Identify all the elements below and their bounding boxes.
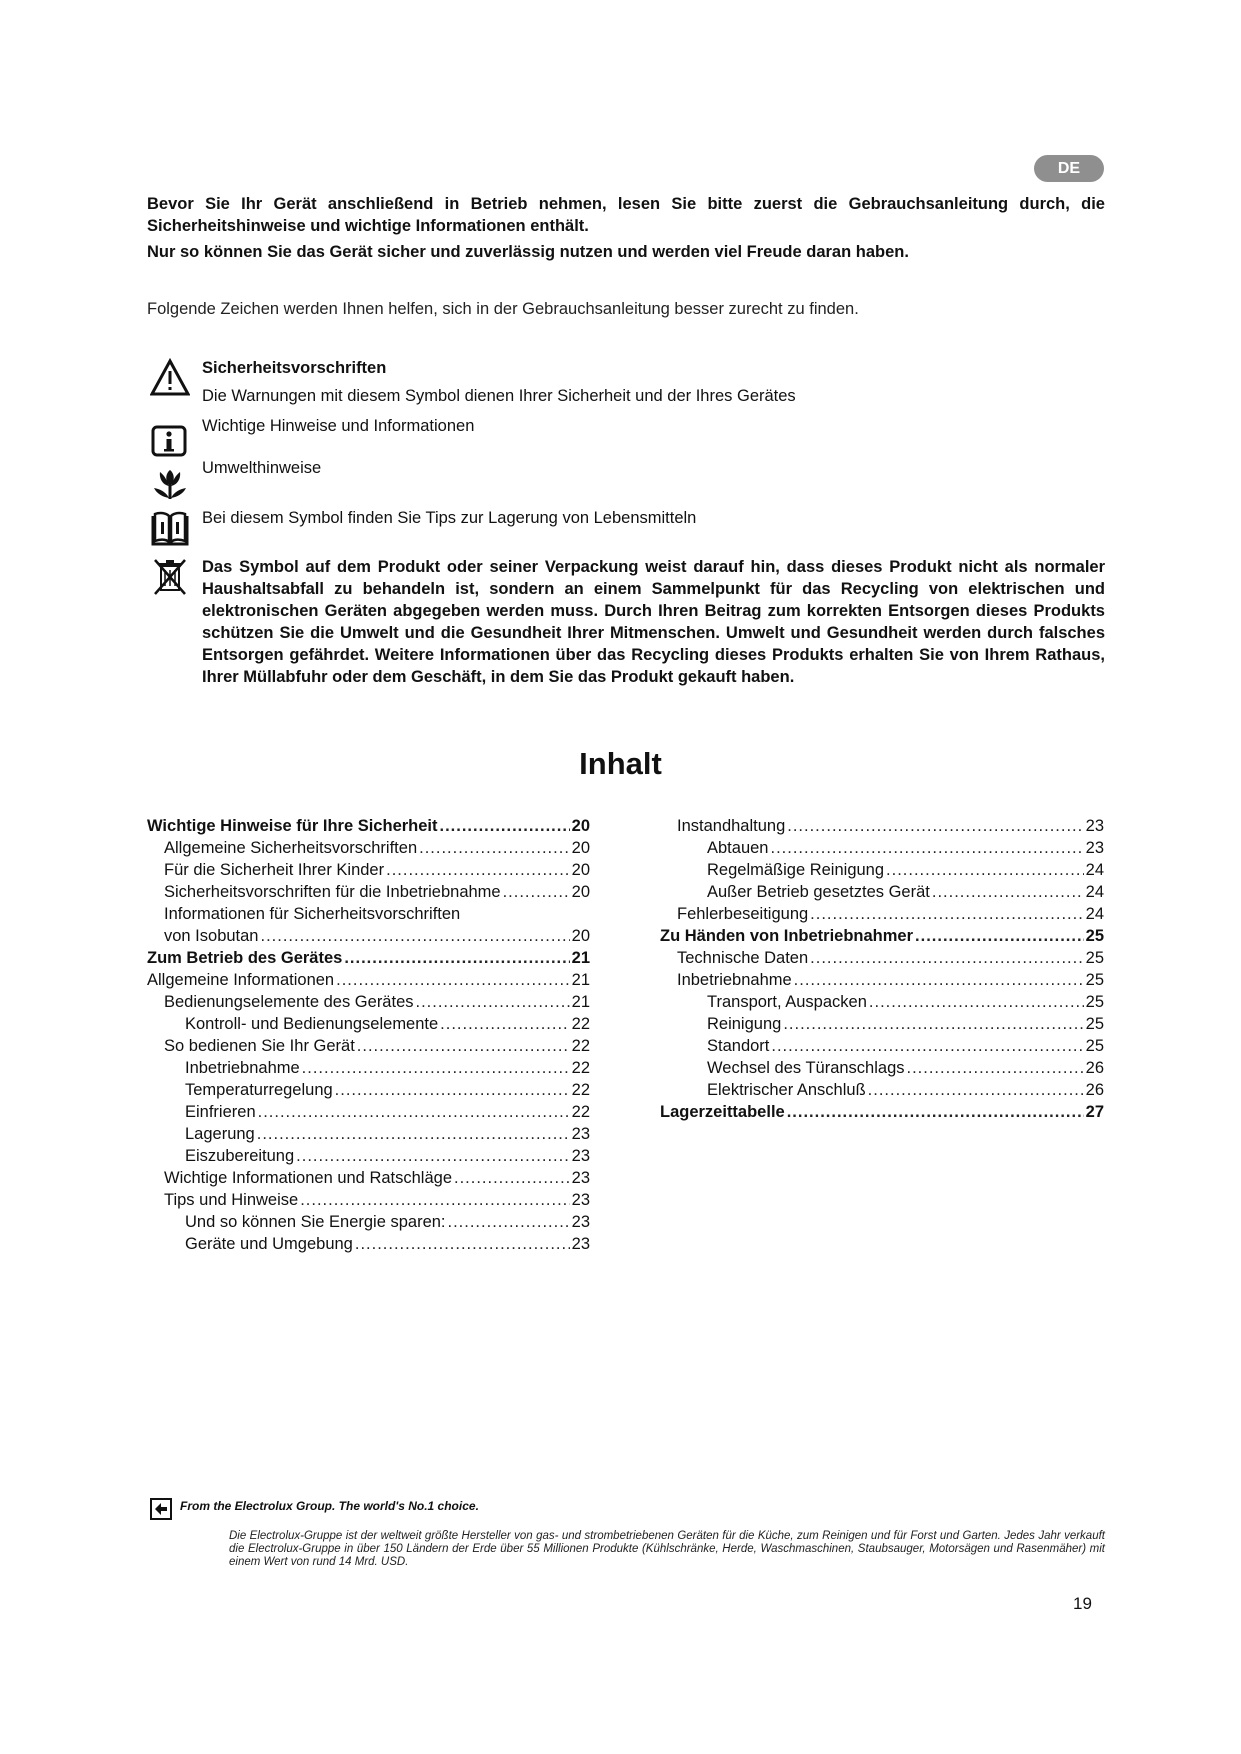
toc-entry: [147, 1101, 590, 1123]
toc-entry: [660, 1079, 1104, 1101]
toc-entry-page: 21: [571, 949, 590, 967]
toc-entry-page: 25: [1085, 927, 1104, 945]
toc-leader-dots: [932, 881, 1084, 903]
toc-leader-dots: [770, 837, 1083, 859]
toc-entry-label: Tips und Hinweise: [164, 1191, 299, 1209]
toc-leader-dots: [868, 1079, 1084, 1101]
toc-entry-page: 26: [1085, 1081, 1104, 1099]
toc-leader-dots: [257, 1123, 570, 1145]
toc-entry: [660, 1035, 1104, 1057]
toc-entry-page: 25: [1085, 1037, 1104, 1055]
toc-leader-dots: [787, 1101, 1084, 1123]
toc-entry: [660, 903, 1104, 925]
toc-leader-dots: [258, 1101, 570, 1123]
safety-text: Die Warnungen mit diesem Symbol dienen Ihrer Sicherheit und der Ihres Gerätes: [202, 387, 796, 405]
toc-leader-dots: [336, 969, 570, 991]
toc-leader-dots: [261, 925, 570, 947]
toc-right-column: [660, 815, 1104, 1123]
toc-entry-label: Und so können Sie Energie sparen:: [185, 1213, 446, 1231]
toc-leader-dots: [915, 925, 1084, 947]
language-badge: DE: [1034, 155, 1104, 182]
toc-entry-page: 24: [1085, 905, 1104, 923]
toc-entry-label: Fehlerbeseitigung: [677, 905, 809, 923]
toc-entry-label: Transport, Auspacken: [707, 993, 867, 1011]
toc-entry-page: 25: [1085, 971, 1104, 989]
toc-entry: [660, 969, 1104, 991]
toc-entry-label: Inbetriebnahme: [185, 1059, 300, 1077]
toc-leader-dots: [300, 1189, 569, 1211]
toc-leader-dots: [886, 859, 1084, 881]
flower-icon: [150, 462, 190, 502]
toc-entry-label: Zu Händen von Inbetriebnahmer: [660, 927, 914, 945]
toc-entry-label: Für die Sicherheit Ihrer Kinder: [164, 861, 385, 879]
toc-entry: [147, 947, 590, 969]
toc-entry-page: 22: [571, 1059, 590, 1077]
toc-entry-page: 23: [571, 1125, 590, 1143]
toc-entry-page: 22: [571, 1037, 590, 1055]
electrolux-logo-icon: [150, 1498, 172, 1520]
toc-entry: [147, 1167, 590, 1189]
toc-leader-dots: [810, 947, 1083, 969]
toc-entry-label: von Isobutan: [164, 927, 259, 945]
toc-leader-dots: [771, 1035, 1083, 1057]
toc-entry-page: 23: [1085, 839, 1104, 857]
toc-entry-page: 20: [571, 861, 590, 879]
toc-entry-page: 22: [571, 1015, 590, 1033]
toc-entry: [147, 969, 590, 991]
warning-triangle-icon: [150, 358, 190, 398]
toc-entry-page: 21: [571, 971, 590, 989]
toc-entry-page: 23: [571, 1235, 590, 1253]
toc-leader-dots: [335, 1079, 570, 1101]
toc-entry-label: Informationen für Sicherheitsvorschriften: [164, 905, 461, 923]
toc-entry: [660, 1057, 1104, 1079]
toc-entry-page: 20: [571, 927, 590, 945]
toc-entry: [660, 1101, 1104, 1123]
toc-entry-page: 23: [571, 1147, 590, 1165]
toc-entry: [147, 837, 590, 859]
disposal-text: Das Symbol auf dem Produkt oder seiner Verpackung weist darauf hin, dass dieses Produkt nicht als normaler Haushaltsabfall zu behandeln ist, sondern an einem Sammelpunkt für das Recycling von elektrischen und elektronischen Geräten abgegeben werden muss. Durch Ihren Beitrag zum korrekten Entsorgen dieses Produkts schützen Sie die Umwelt und die Gesundheit Ihrer Mitmenschen. Umwelt und Gesundheit werden durch falsches Entsorgen gefährdet. Weitere Informationen über das Recycling dieses Produkts erhalten Sie von Ihrem Rathaus, Ihrer Müllabfuhr oder dem Geschäft, in dem Sie das Produkt gekauft haben.: [202, 558, 1105, 686]
toc-entry-label: Allgemeine Informationen: [147, 971, 335, 989]
toc-entry-label: Eiszubereitung: [185, 1147, 295, 1165]
toc-leader-dots: [419, 837, 570, 859]
toc-entry: [147, 1035, 590, 1057]
environment-title: Umwelthinweise: [202, 459, 322, 477]
toc-entry: [147, 991, 590, 1013]
toc-entry-label: Inbetriebnahme: [677, 971, 792, 989]
crossed-bin-icon: [150, 556, 190, 596]
toc-leader-dots: [454, 1167, 570, 1189]
toc-leader-dots: [448, 1211, 570, 1233]
toc-left-column: [147, 815, 590, 1255]
toc-entry: [147, 859, 590, 881]
toc-entry: [660, 837, 1104, 859]
toc-entry-label: Einfrieren: [185, 1103, 256, 1121]
toc-entry-page: 24: [1085, 861, 1104, 879]
toc-entry-label: Instandhaltung: [677, 817, 786, 835]
helper-text: Folgende Zeichen werden Ihnen helfen, sich in der Gebrauchsanleitung besser zurecht zu finden.: [147, 300, 859, 318]
toc-entry-page: 26: [1085, 1059, 1104, 1077]
toc-entry: [147, 1211, 590, 1233]
toc-leader-dots: [344, 947, 569, 969]
toc-entry-label: Standort: [707, 1037, 770, 1055]
toc-leader-dots: [416, 991, 570, 1013]
toc-entry: [147, 1013, 590, 1035]
toc-entry: [147, 1189, 590, 1211]
toc-leader-dots: [783, 1013, 1083, 1035]
toc-entry-label: Allgemeine Sicherheitsvorschriften: [164, 839, 418, 857]
toc-entry-page: 22: [571, 1081, 590, 1099]
toc-entry-label: Sicherheitsvorschriften für die Inbetriebnahme: [164, 883, 501, 901]
toc-leader-dots: [794, 969, 1084, 991]
toc-entry-page: 25: [1085, 1015, 1104, 1033]
toc-entry-label: Lagerzeittabelle: [660, 1103, 785, 1121]
toc-leader-dots: [296, 1145, 569, 1167]
toc-leader-dots: [355, 1233, 570, 1255]
toc-entry-label: Zum Betrieb des Gerätes: [147, 949, 343, 967]
storage-title: Bei diesem Symbol finden Sie Tips zur Lagerung von Lebensmitteln: [202, 509, 697, 527]
toc-entry-page: 23: [571, 1169, 590, 1187]
toc-leader-dots: [302, 1057, 570, 1079]
page-number: 19: [1073, 1594, 1092, 1613]
toc-entry: [660, 881, 1104, 903]
toc-entry-label: Technische Daten: [677, 949, 809, 967]
toc-entry: [660, 925, 1104, 947]
toc-leader-dots: [386, 859, 570, 881]
footer-description: Die Electrolux-Gruppe ist der weltweit größte Hersteller von gas- und strombetriebenen Geräten für die Küche, zum Reinigen und für Forst und Garten. Jedes Jahr verkauft die Electrolux-Gruppe in über 150 Ländern der Erde über 55 Millionen Produkte (Kühlschränke, Herde, Waschmaschinen, Staubsauger, Motorsägen und Rasenmäher) mit einem Wert von rund 14 Mrd. USD.: [229, 1530, 1105, 1568]
toc-entry-page: 21: [571, 993, 590, 1011]
intro: [147, 193, 1105, 263]
toc-entry-page: 20: [571, 839, 590, 857]
info-icon: [150, 420, 190, 460]
toc-entry: [147, 881, 590, 903]
toc-leader-dots: [440, 1013, 569, 1035]
toc-entry-label: Elektrischer Anschluß: [707, 1081, 866, 1099]
toc-entry: [147, 1145, 590, 1167]
book-icon: [150, 508, 190, 548]
toc-entry-page: 23: [1085, 817, 1104, 835]
toc-entry-label: Temperaturregelung: [185, 1081, 333, 1099]
toc-entry: [147, 1233, 590, 1255]
toc-entry-page: 20: [571, 883, 590, 901]
toc-entry-label: Bedienungselemente des Gerätes: [164, 993, 414, 1011]
toc-leader-dots: [869, 991, 1084, 1013]
toc-leader-dots: [440, 815, 570, 837]
toc-entry: [660, 859, 1104, 881]
toc-entry-page: 23: [571, 1213, 590, 1231]
toc-entry-page: 25: [1085, 949, 1104, 967]
toc-entry-page: 20: [571, 817, 590, 835]
toc-entry-label: Wichtige Informationen und Ratschläge: [164, 1169, 452, 1187]
toc-leader-dots: [907, 1057, 1084, 1079]
toc-entry-label: Wechsel des Türanschlags: [707, 1059, 905, 1077]
toc-entry: [147, 1057, 590, 1079]
toc-entry-page: 24: [1085, 883, 1104, 901]
info-title: Wichtige Hinweise und Informationen: [202, 417, 475, 435]
toc-entry-page: 22: [571, 1103, 590, 1121]
toc-entry-label: Geräte und Umgebung: [185, 1235, 353, 1253]
intro-paragraph-1: Bevor Sie Ihr Gerät anschließend in Betrieb nehmen, lesen Sie bitte zuerst die Gebrauchsanleitung durch, die Sicherheitshinweise und wichtige Informationen enthält.: [147, 195, 1105, 235]
toc-entry: [147, 1079, 590, 1101]
toc-entry: [147, 925, 590, 947]
safety-section: [202, 357, 1105, 407]
toc-entry: [660, 991, 1104, 1013]
safety-title: Sicherheitsvorschriften: [202, 359, 387, 377]
toc-entry-label: Lagerung: [185, 1125, 255, 1143]
toc-entry-page: 27: [1085, 1103, 1104, 1121]
toc-entry-label: Reinigung: [707, 1015, 782, 1033]
toc-entry-label: Kontroll- und Bedienungselemente: [185, 1015, 439, 1033]
toc-entry-label: Wichtige Hinweise für Ihre Sicherheit: [147, 817, 438, 835]
toc-entry: [147, 1123, 590, 1145]
toc-entry: [147, 815, 590, 837]
toc-entry: [660, 947, 1104, 969]
toc-entry-page: 25: [1085, 993, 1104, 1011]
toc-entry: [660, 1013, 1104, 1035]
toc-leader-dots: [810, 903, 1083, 925]
toc-entry-page: 23: [571, 1191, 590, 1209]
toc-entry-label: Abtauen: [707, 839, 769, 857]
toc-entry-label: Außer Betrieb gesetztes Gerät: [707, 883, 930, 901]
toc-entry-label: So bedienen Sie Ihr Gerät: [164, 1037, 355, 1055]
contents-title: Inhalt: [579, 746, 662, 781]
toc-entry: [147, 903, 590, 925]
toc-leader-dots: [787, 815, 1083, 837]
toc-leader-dots: [357, 1035, 570, 1057]
intro-paragraph-2: Nur so können Sie das Gerät sicher und zuverlässig nutzen und werden viel Freude daran haben.: [147, 243, 909, 261]
toc-entry: [660, 815, 1104, 837]
toc-leader-dots: [503, 881, 570, 903]
footer-tagline: From the Electrolux Group. The world's No.1 choice.: [180, 1499, 479, 1513]
toc-entry-label: Regelmäßige Reinigung: [707, 861, 885, 879]
